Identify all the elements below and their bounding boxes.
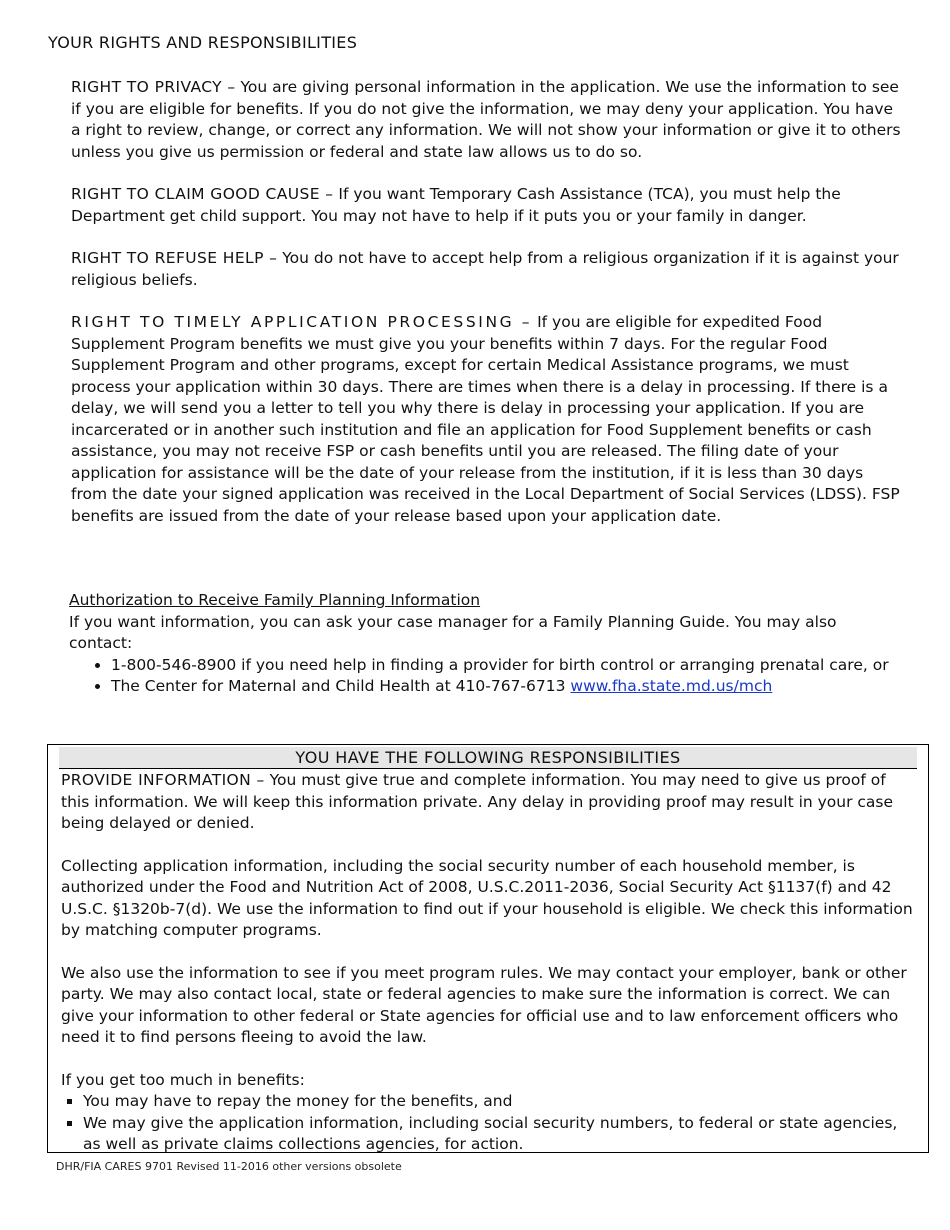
family-planning-list: [69, 655, 899, 698]
list-item-text: The Center for Maternal and Child Health at 410-767-6713: [111, 677, 566, 695]
right-to-refuse-help: [71, 248, 901, 291]
right-heading: RIGHT TO REFUSE HELP –: [71, 249, 278, 267]
family-planning-section: [69, 590, 899, 698]
list-item: [111, 676, 899, 698]
right-text: You are giving personal information in the application. We use the information to see if you are eligible for benefits. If you do not give the information, we may deny your application. You have a right to review, change, or correct any information. We will not show your information or give it to others unless you give us permission or federal and state law allows us to do so.: [71, 78, 901, 161]
responsibilities-body: [48, 769, 928, 1156]
right-text: If you want Temporary Cash Assistance (TCA), you must help the Department get child support. You may not have to help if it puts you or your family in danger.: [71, 185, 841, 225]
list-item: ▪ We may give the application information, including social security numbers, to federal or state agencies, as well as private claims collections agencies, for action.: [83, 1113, 915, 1156]
too-much-paragraph: If you get too much in benefits:: [61, 1070, 305, 1089]
form-footer: DHR/FIA CARES 9701 Revised 11-2016 other versions obsolete: [56, 1160, 402, 1173]
right-heading: RIGHT TO CLAIM GOOD CAUSE –: [71, 185, 334, 203]
family-planning-title: Authorization to Receive Family Planning Information: [69, 591, 481, 609]
responsibility-heading: PROVIDE INFORMATION –: [61, 771, 265, 789]
responsibilities-box: [47, 744, 929, 1153]
also-use-paragraph: We also use the information to see if you meet program rules. We may contact your employer, bank or other party. We may also contact local, state or federal agencies to make sure the information is correct. We can give your information to other federal or State agencies for official use and to law enforcement officers who need it to find persons fleeing to avoid the law.: [61, 963, 907, 1046]
family-planning-intro: If you want information, you can ask your case manager for a Family Planning Guide. You may also contact:: [69, 612, 837, 652]
responsibility-text: You must give true and complete information. You may need to give us proof of this information. We will keep this information private. Any delay in providing proof may result in your case being delayed or denied.: [61, 771, 894, 832]
right-text: If you are eligible for expedited Food Supplement Program benefits we must give you your benefits within 7 days. For the regular Food Supplement Program and other programs, except for certain Medical Assistance programs, we must process your application within 30 days. There are times when there is a delay in processing. If there is a delay, we will send you a letter to tell you why there is delay in processing your application. If you are incarcerated or in another such institution and file an application for Food Supplement benefits or cash assistance, you may not receive FSP or cash benefits until you are released. The filing date of your application for assistance will be the date of your release from the institution, if it is less than 30 days from the date your signed application was received in the Local Department of Social Services (LDSS). FSP benefits are issued from the date of your release based upon your application date.: [71, 313, 900, 525]
right-to-claim-good-cause: [71, 184, 901, 227]
right-to-privacy: [71, 77, 901, 163]
list-item: ▪ You may have to repay the money for the benefits, and: [83, 1091, 915, 1113]
right-text: You do not have to accept help from a religious organization if it is against your religious beliefs.: [71, 249, 899, 289]
provide-information: [61, 770, 915, 835]
right-heading: RIGHT TO PRIVACY –: [71, 78, 236, 96]
right-to-timely-processing: [71, 312, 901, 527]
rights-section: [71, 77, 901, 548]
right-heading: RIGHT TO TIMELY APPLICATION PROCESSING –: [71, 313, 533, 331]
list-item: • 1-800-546-8900 if you need help in finding a provider for birth control or arranging prenatal care, or: [111, 655, 899, 677]
mch-website-link[interactable]: www.fha.state.md.us/mch: [570, 677, 773, 695]
page-title: YOUR RIGHTS AND RESPONSIBILITIES: [48, 33, 358, 52]
collecting-paragraph: Collecting application information, including the social security number of each household member, is authorized under the Food and Nutrition Act of 2008, U.S.C.2011-2036, Social Security Act §1137(f) and 42 U.S.C. §1320b-7(d). We use the information to find out if your household is eligible. We check this information by matching computer programs.: [61, 856, 913, 939]
too-much-list: [61, 1091, 915, 1156]
responsibilities-header: YOU HAVE THE FOLLOWING RESPONSIBILITIES: [59, 747, 917, 769]
